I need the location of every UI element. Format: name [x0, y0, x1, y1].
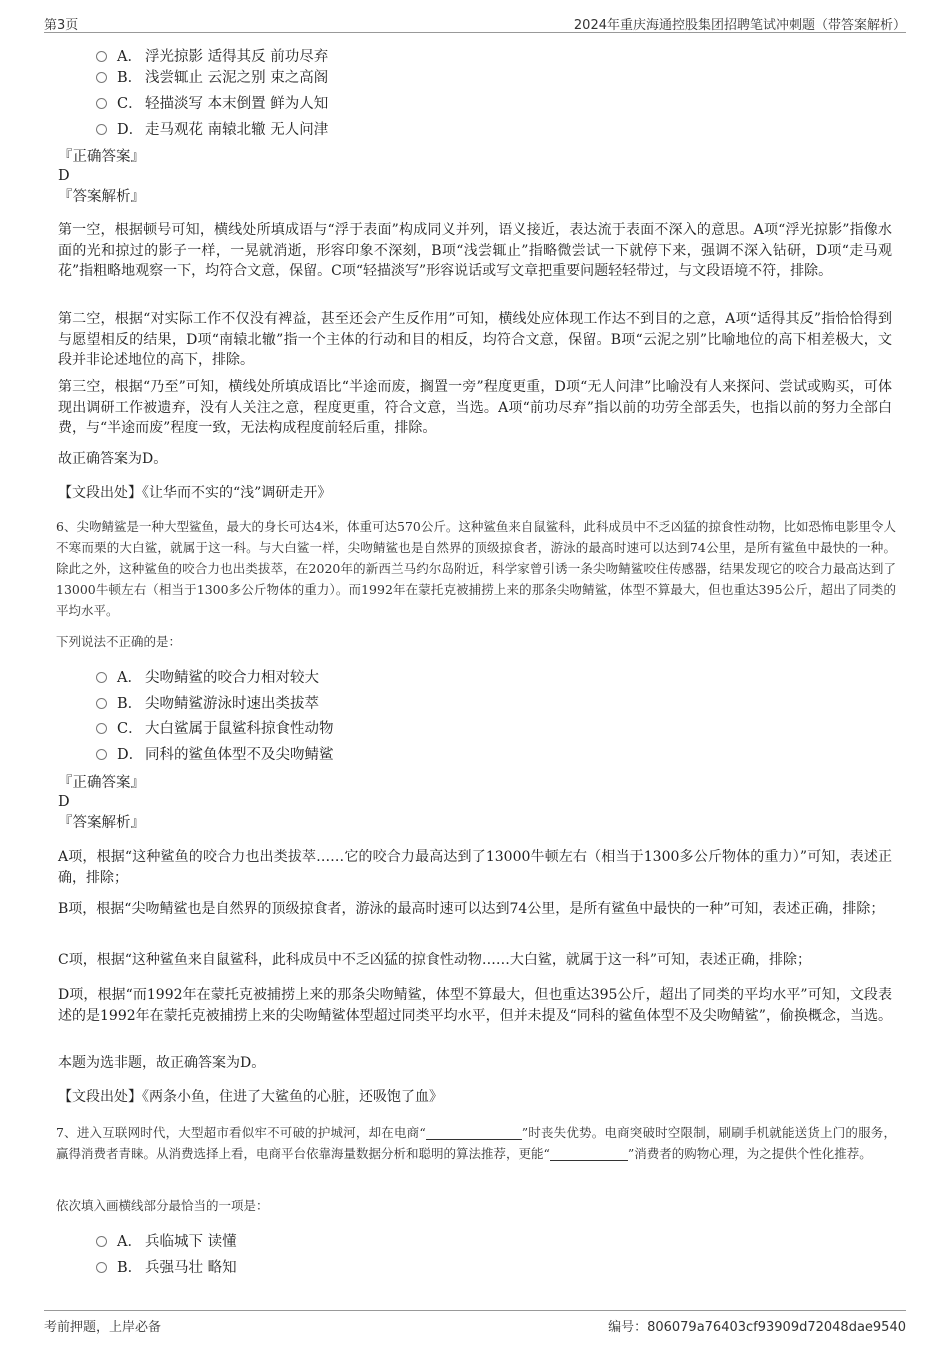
radio-icon[interactable] — [96, 51, 107, 62]
q6-analysis-paragraph: B项，根据“尖吻鲭鲨也是自然界的顶级掠食者，游泳的最高时速可以达到74公里，是所有鲨鱼中最快的一种”可知，表述正确，排除； — [58, 901, 885, 917]
q6-analysis-paragraph: D项，根据“而1992年在蒙托克被捕捞上来的那条尖吻鲭鲨，体型不算最大，但也重达395公斤，超出了同类的平均水平”可知，文段表述的是1992年在蒙托克被捕捞上来的尖吻鲭鲨体型超过同类平均水平，但并未提及“同科的鲨鱼体型不及尖吻鲭鲨”，偷换概念，当选。 — [58, 987, 892, 1024]
q6-analysis-paragraph: 本题为选非题，故正确答案为D。 — [58, 1055, 266, 1071]
q5-analysis-label: 『答案解析』 — [58, 189, 145, 205]
q5-option-d[interactable]: D． 走马观花 南辕北辙 无人问津 — [96, 119, 328, 141]
radio-icon[interactable] — [96, 124, 107, 135]
q7-prompt: 依次填入画横线部分最恰当的一项是： — [56, 1198, 269, 1213]
q5-analysis-paragraph: 第一空，根据顿号可知，横线处所填成语与“浮于表面”构成同义并列，语义接近，表达流于表面不深入的意思。A项“浮光掠影”指像水面的光和掠过的影子一样，一晃就消逝，形容印象不深刻，B项“浅尝辄止”指略微尝试一下就停下来，强调不深入钻研，D项“走马观花”指粗略地观察一下，均符合文意，保留。C项“轻描淡写”形容说话或写文章把重要问题轻轻带过，与文段语境不符，排除。 — [58, 222, 892, 279]
page-header — [44, 10, 906, 33]
q6-option-b[interactable]: B． 尖吻鲭鲨游泳时速出类拔萃 — [96, 693, 319, 715]
q6-answer: D — [58, 794, 70, 810]
fill-blank-2[interactable] — [550, 1148, 628, 1161]
q6-analysis-paragraph: A项，根据“这种鲨鱼的咬合力也出类拔萃……它的咬合力最高达到了13000牛顿左右（相当于1300多公斤物体的重力）”可知，表述正确，排除； — [58, 849, 892, 886]
footer-slogan: 考前押题，上岸必备 — [44, 1320, 162, 1335]
document-title: 2024年重庆海通控股集团招聘笔试冲刺题（带答案解析） — [573, 18, 906, 33]
q6-analysis-label: 『答案解析』 — [58, 815, 145, 831]
fill-blank-1[interactable] — [426, 1127, 522, 1140]
document-id: 编号：806079a76403cf93909d72048dae9540 — [608, 1320, 906, 1335]
radio-icon[interactable] — [96, 672, 107, 683]
radio-icon[interactable] — [96, 723, 107, 734]
radio-icon[interactable] — [96, 749, 107, 760]
radio-icon[interactable] — [96, 698, 107, 709]
q6-analysis-paragraph: C项，根据“这种鲨鱼来自鼠鲨科，此科成员中不乏凶猛的掠食性动物……大白鲨，就属于这一科”可知，表述正确，排除； — [58, 952, 812, 968]
q6-stem: 6、尖吻鲭鲨是一种大型鲨鱼，最大的身长可达4米，体重可达570公斤。这种鲨鱼来自鼠鲨科，此科成员中不乏凶猛的掠食性动物，比如恐怖电影里令人不寒而栗的大白鲨，就属于这一科。与大白鲨一样，尖吻鲭鲨也是自然界的顶级掠食者，游泳的最高时速可以达到74公里，是所有鲨鱼中最快的一种。除此之外，这种鲨鱼的咬合力也出类拔萃，在2020年的新西兰马约尔岛附近，科学家曾引诱一条尖吻鲭鲨咬住传感器，结果发现它的咬合力最高达到了13000牛顿左右（相当于1300多公斤物体的重力）。而1992年在蒙托克被捕捞上来的那条尖吻鲭鲨，体型不算最大，但也重达395公斤，超出了同类的平均水平。 — [56, 519, 896, 618]
q5-source: 【文段出处】《让华而不实的“浅”调研走开》 — [58, 485, 332, 501]
q5-option-a[interactable]: A． 浮光掠影 适得其反 前功尽弃 — [96, 46, 328, 68]
q7-option-a[interactable]: A． 兵临城下 读懂 — [96, 1231, 237, 1253]
q7-stem: 7、进入互联网时代，大型超市看似牢不可破的护城河，却在电商“ ”时丧失优势。电商突破时空限制，刷刷手机就能送货上门的服务，赢得消费者青睐。从消费选择上看，电商平台依靠海量数据分析和聪明的算法推荐，更能“ ”消费者的购物心理，为之提供个性化推荐。 — [56, 1125, 896, 1161]
q5-option-c[interactable]: C． 轻描淡写 本末倒置 鲜为人知 — [96, 93, 328, 115]
q6-source: 【文段出处】《两条小鱼，住进了大鲨鱼的心脏，还吸饱了血》 — [58, 1089, 443, 1105]
q6-prompt: 下列说法不正确的是： — [56, 634, 182, 649]
radio-icon[interactable] — [96, 72, 107, 83]
q6-answer-label: 『正确答案』 — [58, 775, 145, 791]
q6-option-d[interactable]: D． 同科的鲨鱼体型不及尖吻鲭鲨 — [96, 744, 334, 766]
q5-option-b[interactable]: B． 浅尝辄止 云泥之别 束之高阁 — [96, 67, 328, 89]
q5-analysis-paragraph: 第二空，根据“对实际工作不仅没有裨益，甚至还会产生反作用”可知，横线处应体现工作达不到目的之意，A项“适得其反”指恰恰得到与愿望相反的结果，D项“南辕北辙”指一个主体的行动和目的相反，均符合文意，保留。B项“云泥之别”比喻地位的高下相差极大，文段并非论述地位的高下，排除。 — [58, 311, 892, 368]
radio-icon[interactable] — [96, 1236, 107, 1247]
q7-option-b[interactable]: B． 兵强马壮 略知 — [96, 1257, 237, 1279]
radio-icon[interactable] — [96, 98, 107, 109]
page-footer — [44, 1310, 906, 1335]
q5-analysis-paragraph: 故正确答案为D。 — [58, 451, 168, 467]
q6-option-a[interactable]: A． 尖吻鲭鲨的咬合力相对较大 — [96, 667, 319, 689]
q5-answer-label: 『正确答案』 — [58, 149, 145, 165]
q6-option-c[interactable]: C． 大白鲨属于鼠鲨科掠食性动物 — [96, 718, 334, 740]
q5-analysis-paragraph: 第三空，根据“乃至”可知，横线处所填成语比“半途而废，搁置一旁”程度更重，D项“无人问津”比喻没有人来探问、尝试或购买，可体现出调研工作被遗弃，没有人关注之意，程度更重，符合文意，当选。A项“前功尽弃”指以前的功劳全部丢失，也指以前的努力全部白费，与“半途而废”程度一致，无法构成程度前轻后重，排除。 — [58, 379, 892, 436]
page-number: 第3页 — [44, 18, 79, 33]
radio-icon[interactable] — [96, 1262, 107, 1273]
q5-answer: D — [58, 168, 70, 184]
